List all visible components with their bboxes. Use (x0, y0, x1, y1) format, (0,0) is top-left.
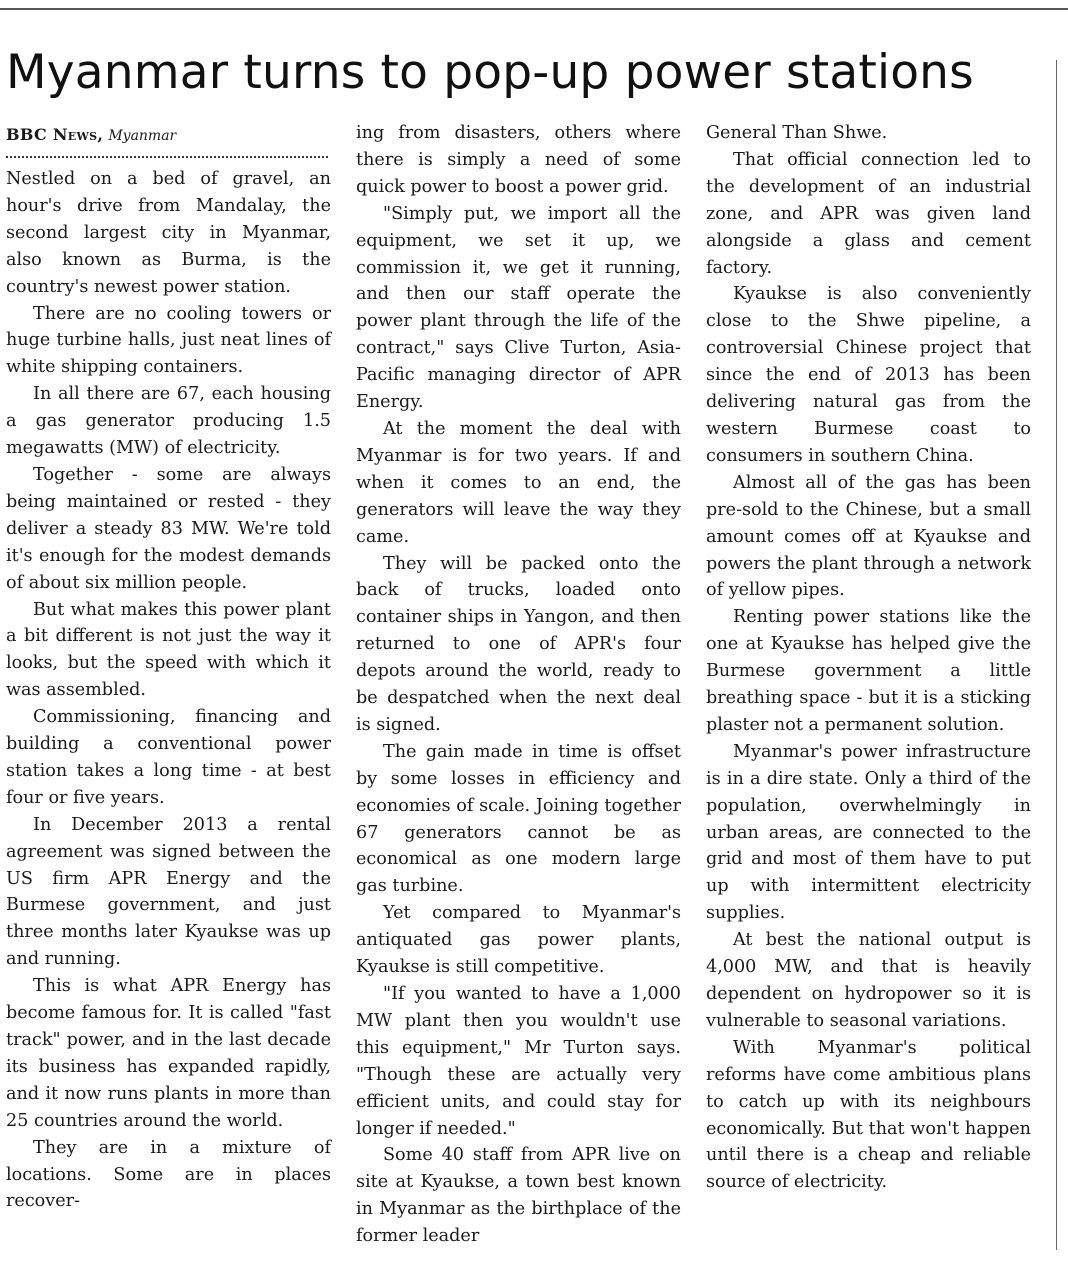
paragraph: With Myanmar's political reforms have come ambitious plans to catch up with its neighbours economically. But that won't happen until there is a cheap and reliable source of electricity. (706, 1037, 1031, 1193)
paragraph: "If you wanted to have a 1,000 MW plant then you wouldn't use this equipment," Mr Turton says. "Though these are actually very efficient units, and could stay for longer if needed." (356, 984, 681, 1139)
column-3 (706, 120, 1031, 1196)
paragraph: Kyaukse is also conveniently close to the Shwe pipeline, a controversial Chinese project that since the end of 2013 has been delivering natural gas from the western Burmese coast to consumers in southern China. (706, 284, 1031, 466)
paragraph: At best the national output is 4,000 MW, and that is heavily dependent on hydropower so it is vulnerable to seasonal variations. (706, 930, 1031, 1031)
byline-location: Myanmar (108, 128, 177, 144)
paragraph: Renting power stations like the one at Kyaukse has helped give the Burmese government a little breathing space - but it is a sticking plaster not a permanent solution. (706, 607, 1031, 735)
paragraph: Myanmar's power infrastructure is in a dire state. Only a third of the population, overwhelmingly in urban areas, are connected to the grid and most of them have to put up with intermittent electricity supplies. (706, 741, 1031, 924)
paragraph: Yet compared to Myanmar's antiquated gas power plants, Kyaukse is still competitive. (356, 903, 681, 978)
dotted-divider (6, 156, 328, 158)
paragraph: That official connection led to the development of an industrial zone, and APR was given land alongside a glass and cement factory. (706, 149, 1031, 278)
paragraph: General Than Shwe. (706, 123, 888, 143)
paragraph: Almost all of the gas has been pre-sold to the Chinese, but a small amount comes off at Kyaukse and powers the plant through a network of yellow pipes. (706, 472, 1031, 601)
paragraph: But what makes this power plant a bit different is not just the way it looks, but the speed with which it was assembled. (6, 599, 331, 701)
column-2 (356, 120, 681, 1250)
paragraph: At the moment the deal with Myanmar is for two years. If and when it comes to an end, the generators will leave the way they came. (356, 418, 681, 547)
top-rule (0, 8, 1068, 10)
paragraph: Nestled on a bed of gravel, an hour's drive from Mandalay, the second largest city in Myanmar, also known as Burma, is the country's newest power station. (6, 169, 331, 297)
byline (6, 120, 331, 150)
paragraph: In all there are 67, each housing a gas generator producing 1.5 megawatts (MW) of electricity. (6, 384, 331, 459)
paragraph: They will be packed onto the back of trucks, loaded onto container ships in Yangon, and then returned to one of APR's four depots around the world, ready to be despatched when the next deal is signed. (356, 553, 681, 735)
paragraph: They are in a mixture of locations. Some are in places recover- (6, 1137, 331, 1212)
paragraph: Commissioning, financing and building a conventional power station takes a long time - at best four or five years. (6, 707, 331, 808)
paragraph: ing from disasters, others where there is simply a need of some quick power to boost a power grid. (356, 123, 681, 197)
paragraph: This is what APR Energy has become famous for. It is called "fast track" power, and in the last decade its business has expanded rapidly, and it now runs plants in more than 25 countries around the world. (6, 976, 331, 1131)
paragraph: There are no cooling towers or huge turbine halls, just neat lines of white shipping containers. (6, 303, 331, 378)
paragraph: Together - some are always being maintained or rested - they deliver a steady 83 MW. We're told it's enough for the modest demands of about six million people. (6, 464, 331, 593)
paragraph: The gain made in time is offset by some losses in efficiency and economies of scale. Joining together 67 generators cannot be as economical as one modern large gas turbine. (356, 741, 681, 897)
right-column-rule (1056, 60, 1057, 1250)
column-1 (6, 120, 331, 1215)
byline-source: BBC News, (6, 125, 104, 144)
paragraph: "Simply put, we import all the equipment, we set it up, we commission it, we get it running, and then our staff operate the power plant through the life of the contract," says Clive Turton, Asia-Pacific managing director of APR Energy. (356, 203, 681, 413)
paragraph: In December 2013 a rental agreement was signed between the US firm APR Energy and the Burmese government, and just three months later Kyaukse was up and running. (6, 814, 331, 970)
headline: Myanmar turns to pop-up power stations (6, 45, 974, 100)
paragraph: Some 40 staff from APR live on site at Kyaukse, a town best known in Myanmar as the birthplace of the former leader (356, 1145, 681, 1247)
